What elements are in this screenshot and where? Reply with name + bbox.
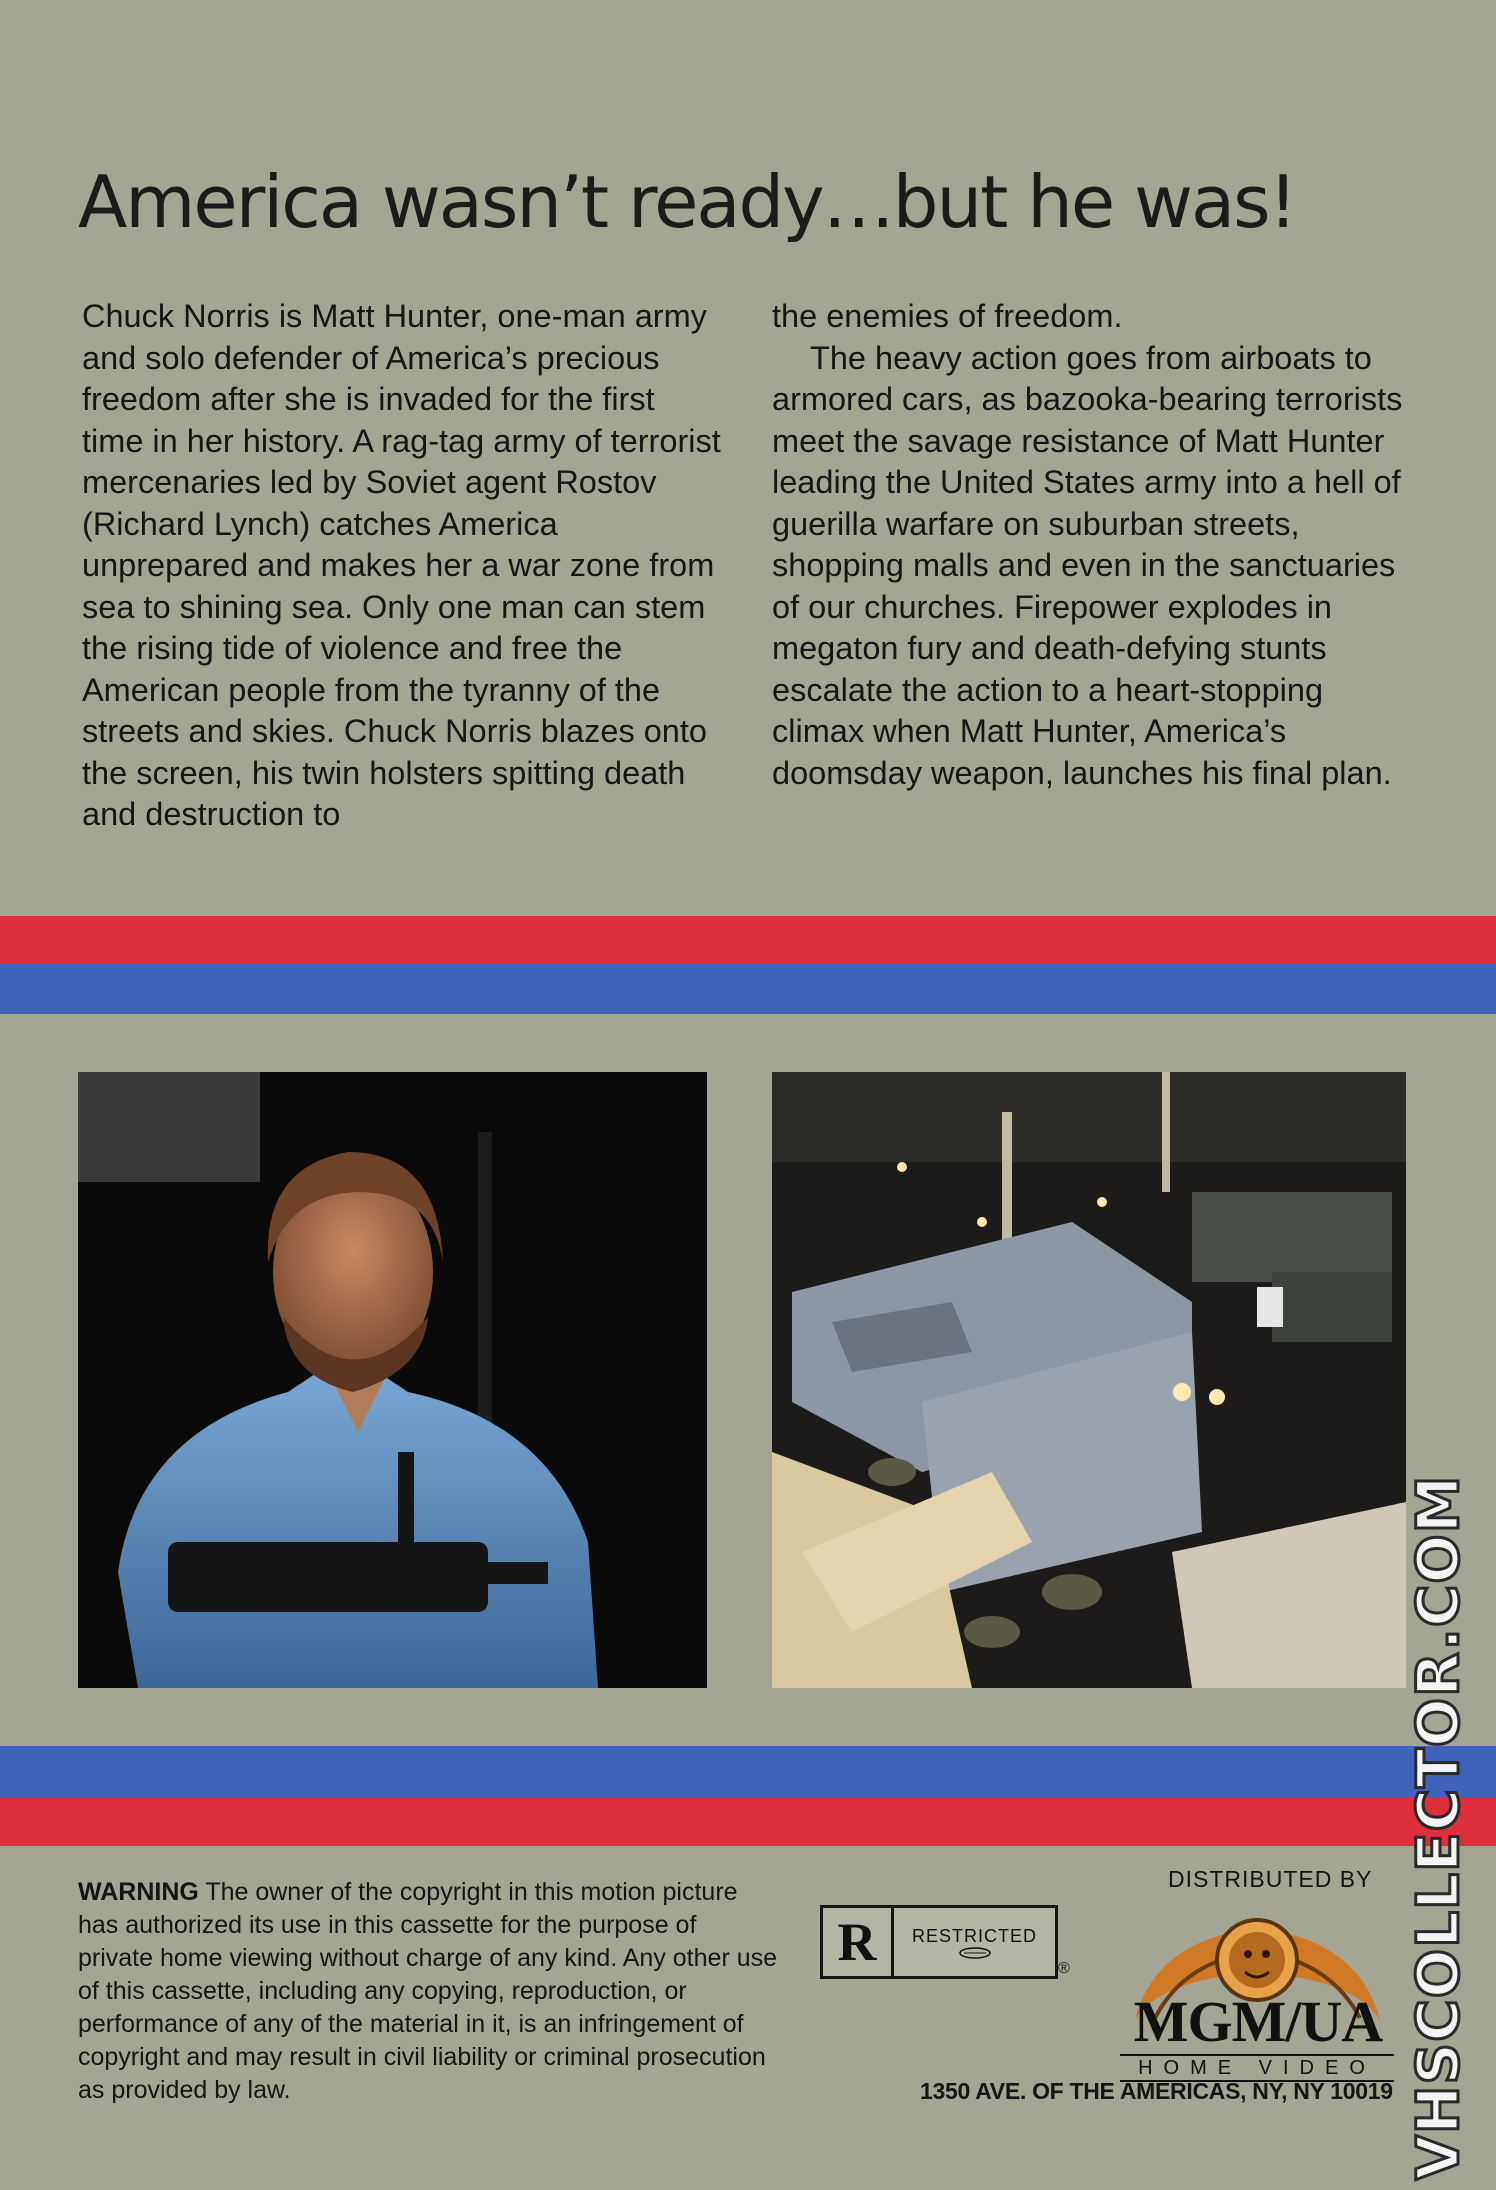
synopsis-continuation: the enemies of freedom. xyxy=(772,298,1123,334)
rating-label: RESTRICTED xyxy=(911,1925,1037,1946)
chuck-norris-photo xyxy=(78,1072,707,1688)
vhscollector-watermark: VHSCOLLECTOR.COM xyxy=(1404,1474,1472,2180)
mgm-ua-wordmark: MGM/UA xyxy=(1133,1989,1383,2054)
armored-vehicles-illustration xyxy=(772,1072,1406,1688)
distributed-by-label: DISTRIBUTED BY xyxy=(1168,1866,1373,1892)
rating-letter: R xyxy=(823,1908,894,1976)
blue-stripe-top xyxy=(0,964,1496,1014)
synopsis-paragraph-1: Chuck Norris is Matt Hunter, one-man army and solo defender of America’s precious freedom after she is invaded for the first time in her history. A rag-tag army of terrorist mercenaries led by Soviet agent Rostov (Richard Lynch) catches America unprepared and makes her a war zone from sea to shining sea. Only one man can stem the rising tide of violence and free the American people from the tyranny of the streets and skies. Chuck Norris blazes onto the screen, his twin holsters spitting death and destruction to xyxy=(82,298,721,832)
home-video-label: HOME VIDEO xyxy=(1120,2054,1394,2082)
distributor-address: 1350 AVE. OF THE AMERICAS, NY, NY 10019 xyxy=(920,2078,1393,2104)
red-stripe-bottom xyxy=(0,1798,1496,1846)
warning-label: WARNING xyxy=(78,1878,199,1906)
synopsis-left-column xyxy=(82,296,722,836)
synopsis-right-column xyxy=(772,296,1412,794)
synopsis-paragraph-2: The heavy action goes from airboats to armored cars, as bazooka-bearing terrorists meet the savage resistance of Matt Hunter leading the United States army into a hell of guerilla warfare on suburban streets, shopping malls and even in the sanctuaries of our churches. Firepower explodes in megaton fury and death-defying stunts escalate the action to a heart-stopping climax when Matt Hunter, America’s doomsday weapon, launches his final plan. xyxy=(772,339,1403,791)
registered-mark: ® xyxy=(1058,1960,1070,1977)
copyright-warning xyxy=(78,1876,778,2107)
chuck-norris-illustration xyxy=(78,1072,707,1688)
rating-seal-icon xyxy=(958,1947,992,1959)
armored-vehicles-photo xyxy=(772,1072,1406,1688)
headline: America wasn’t ready…but he was! xyxy=(78,160,1296,244)
red-stripe-top xyxy=(0,916,1496,964)
warning-text: The owner of the copyright in this motion picture has authorized its use in this cassette for the purpose of private home viewing without charge of any kind. Any other use of this cassette, including any copying, reproduction, or performance of any of the material in it, is an infringement of copyright and may result in civil liability or criminal prosecution as provided by law. xyxy=(78,1878,778,2104)
rating-box xyxy=(820,1905,1058,1979)
blue-stripe-bottom xyxy=(0,1746,1496,1798)
